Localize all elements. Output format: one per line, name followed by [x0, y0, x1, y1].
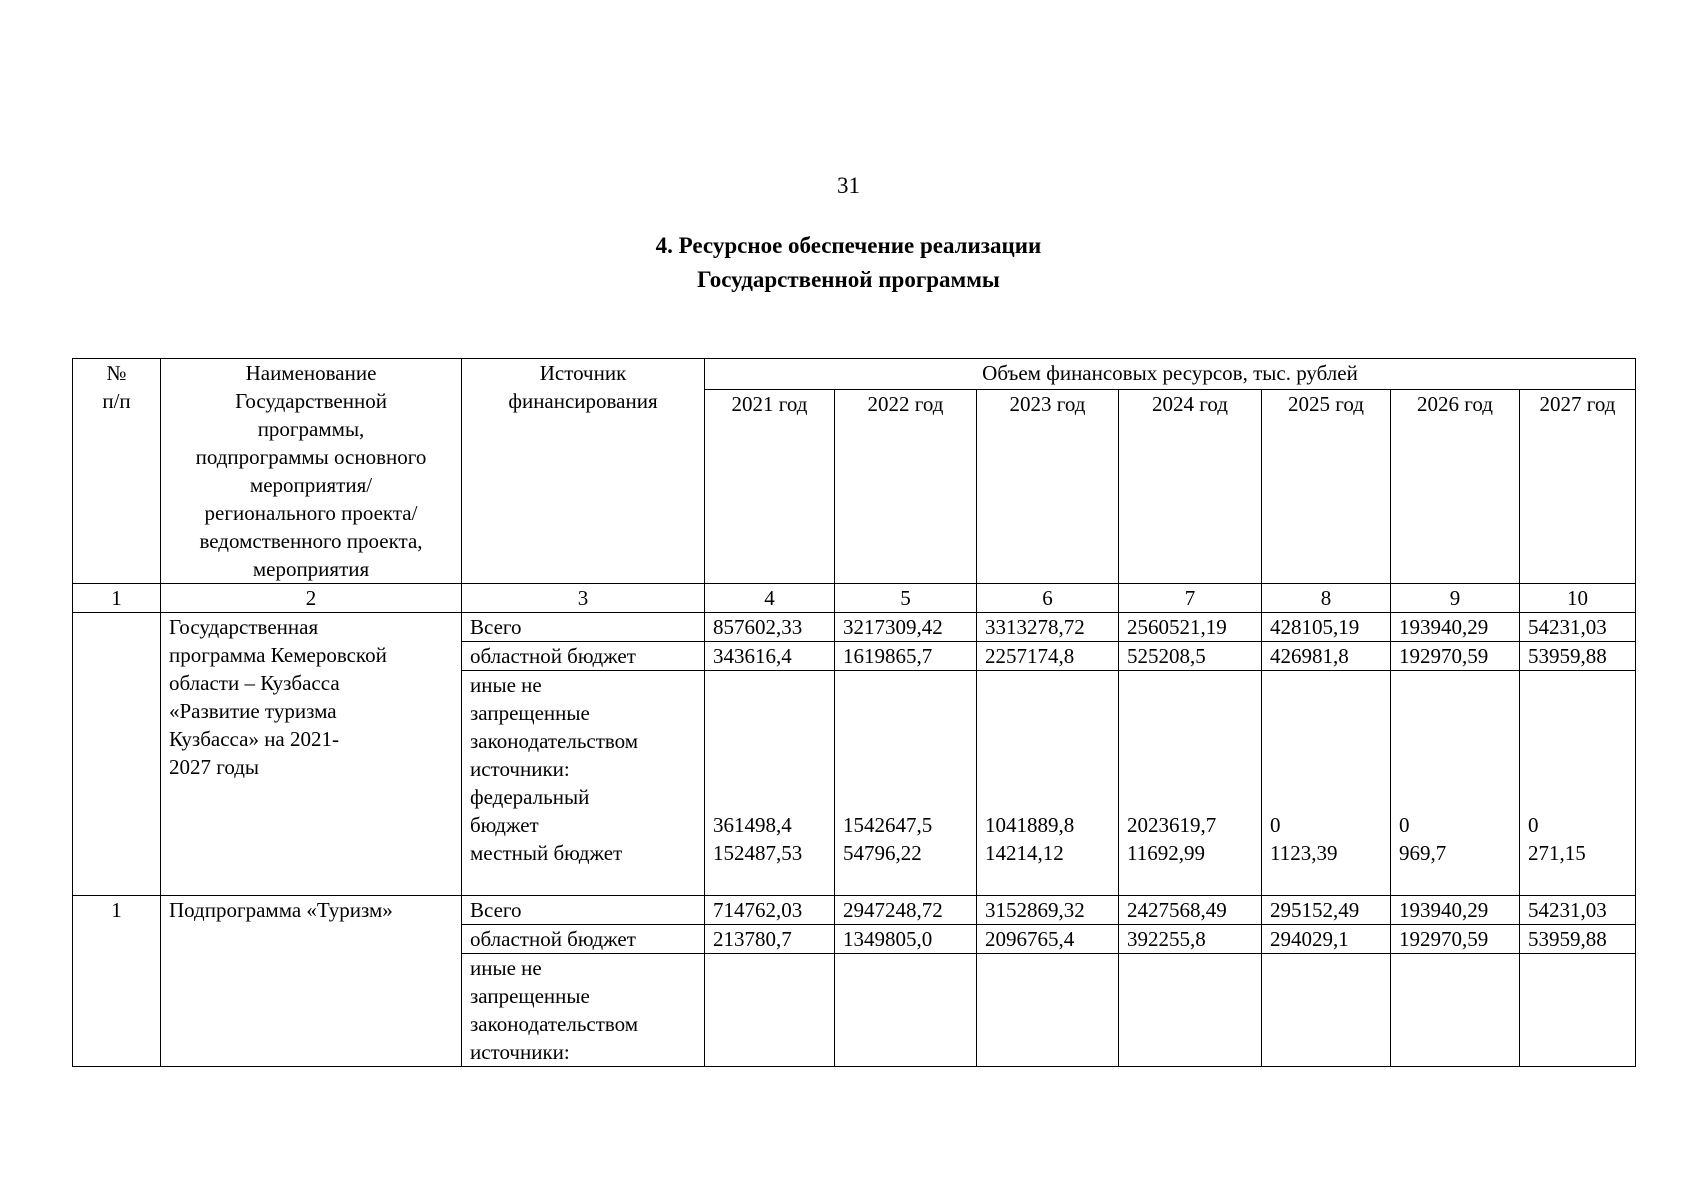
column-number: 1	[73, 584, 161, 613]
column-number: 6	[977, 584, 1119, 613]
subprogram-regional-value: 2096765,4	[977, 925, 1119, 954]
header-year: 2025 год	[1262, 390, 1391, 584]
empty-cell	[977, 954, 1119, 1067]
local-value: 271,15	[1528, 841, 1586, 865]
program-name: Государственная программа Кемеровской области – Кузбасса «Развитие туризма Кузбасса» на 2021- 2027 годы	[161, 613, 462, 896]
empty-cell	[1520, 954, 1636, 1067]
column-number: 4	[705, 584, 835, 613]
subprogram-name: Подпрограмма «Туризм»	[161, 896, 462, 1067]
subprogram-regional-value: 294029,1	[1262, 925, 1391, 954]
column-number: 5	[835, 584, 977, 613]
resources-table	[72, 358, 1636, 1067]
program-other-cell	[462, 671, 705, 896]
program-other-values	[1391, 671, 1520, 896]
local-value: 54796,22	[843, 841, 922, 865]
header-year: 2023 год	[977, 390, 1119, 584]
section-title-line2: Государственной программы	[697, 267, 1000, 292]
section-title	[0, 229, 1697, 297]
program-regional-value: 525208,5	[1119, 642, 1262, 671]
header-year: 2026 год	[1391, 390, 1520, 584]
header-year: 2027 год	[1520, 390, 1636, 584]
program-other-values	[835, 671, 977, 896]
local-value: 152487,53	[713, 841, 803, 865]
program-total-value: 54231,03	[1520, 613, 1636, 642]
header-row-1	[73, 359, 1636, 390]
local-value: 11692,99	[1127, 841, 1205, 865]
program-total-value: 3313278,72	[977, 613, 1119, 642]
header-source: Источник финансирования	[462, 359, 705, 584]
program-other-label: иные не запрещенные законодательством источники: федеральный бюджет	[470, 673, 639, 837]
subprogram-total-value: 714762,03	[705, 896, 835, 925]
federal-value: 0	[1270, 813, 1281, 837]
program-other-values	[705, 671, 835, 896]
subprogram-total-value: 2947248,72	[835, 896, 977, 925]
program-regional-label: областной бюджет	[462, 642, 705, 671]
program-local-label: местный бюджет	[470, 841, 623, 865]
header-year: 2024 год	[1119, 390, 1262, 584]
program-regional-value: 343616,4	[705, 642, 835, 671]
program-total-value: 193940,29	[1391, 613, 1520, 642]
header-year: 2022 год	[835, 390, 977, 584]
subprogram-total-value: 3152869,32	[977, 896, 1119, 925]
federal-value: 1041889,8	[985, 813, 1075, 837]
header-year: 2021 год	[705, 390, 835, 584]
program-other-values	[1119, 671, 1262, 896]
subprogram-num: 1	[73, 896, 161, 1067]
subprogram-regional-value: 53959,88	[1520, 925, 1636, 954]
subprogram-regional-value: 192970,59	[1391, 925, 1520, 954]
program-total-value: 3217309,42	[835, 613, 977, 642]
federal-value: 0	[1528, 813, 1539, 837]
program-regional-value: 192970,59	[1391, 642, 1520, 671]
empty-cell	[1391, 954, 1520, 1067]
empty-cell	[1119, 954, 1262, 1067]
column-number: 2	[161, 584, 462, 613]
subprogram-total-value: 295152,49	[1262, 896, 1391, 925]
page-number: 31	[837, 173, 860, 198]
column-number: 7	[1119, 584, 1262, 613]
program-total-row	[73, 613, 1636, 642]
program-other-values	[1520, 671, 1636, 896]
subprogram-total-value: 54231,03	[1520, 896, 1636, 925]
subprogram-regional-value: 1349805,0	[835, 925, 977, 954]
program-total-value: 428105,19	[1262, 613, 1391, 642]
subprogram-total-value: 193940,29	[1391, 896, 1520, 925]
program-other-values	[1262, 671, 1391, 896]
empty-cell	[705, 954, 835, 1067]
program-regional-value: 53959,88	[1520, 642, 1636, 671]
program-total-label: Всего	[462, 613, 705, 642]
header-volume: Объем финансовых ресурсов, тыс. рублей	[705, 359, 1636, 390]
local-value: 14214,12	[985, 841, 1064, 865]
header-num: № п/п	[73, 359, 161, 584]
subprogram-total-row	[73, 896, 1636, 925]
subprogram-regional-label: областной бюджет	[462, 925, 705, 954]
section-title-line1: 4. Ресурсное обеспечение реализации	[655, 233, 1042, 258]
subprogram-total-value: 2427568,49	[1119, 896, 1262, 925]
federal-value: 0	[1399, 813, 1410, 837]
column-number: 9	[1391, 584, 1520, 613]
program-regional-value: 2257174,8	[977, 642, 1119, 671]
federal-value: 2023619,7	[1127, 813, 1217, 837]
program-total-value: 2560521,19	[1119, 613, 1262, 642]
column-numbers-row	[73, 584, 1636, 613]
program-regional-value: 426981,8	[1262, 642, 1391, 671]
local-value: 1123,39	[1270, 841, 1338, 865]
header-name: Наименование Государственной программы, подпрограммы основного мероприятия/ регионального проекта/ ведомственного проекта, мероприятия	[161, 359, 462, 584]
column-number: 3	[462, 584, 705, 613]
local-value: 969,7	[1399, 841, 1447, 865]
program-regional-value: 1619865,7	[835, 642, 977, 671]
column-number: 10	[1520, 584, 1636, 613]
subprogram-regional-value: 213780,7	[705, 925, 835, 954]
empty-cell	[835, 954, 977, 1067]
program-num	[73, 613, 161, 896]
program-other-values	[977, 671, 1119, 896]
subprogram-total-label: Всего	[462, 896, 705, 925]
empty-cell	[1262, 954, 1391, 1067]
federal-value: 361498,4	[713, 813, 792, 837]
federal-value: 1542647,5	[843, 813, 933, 837]
subprogram-other-label: иные не запрещенные законодательством источники:	[462, 954, 705, 1067]
subprogram-regional-value: 392255,8	[1119, 925, 1262, 954]
program-total-value: 857602,33	[705, 613, 835, 642]
column-number: 8	[1262, 584, 1391, 613]
